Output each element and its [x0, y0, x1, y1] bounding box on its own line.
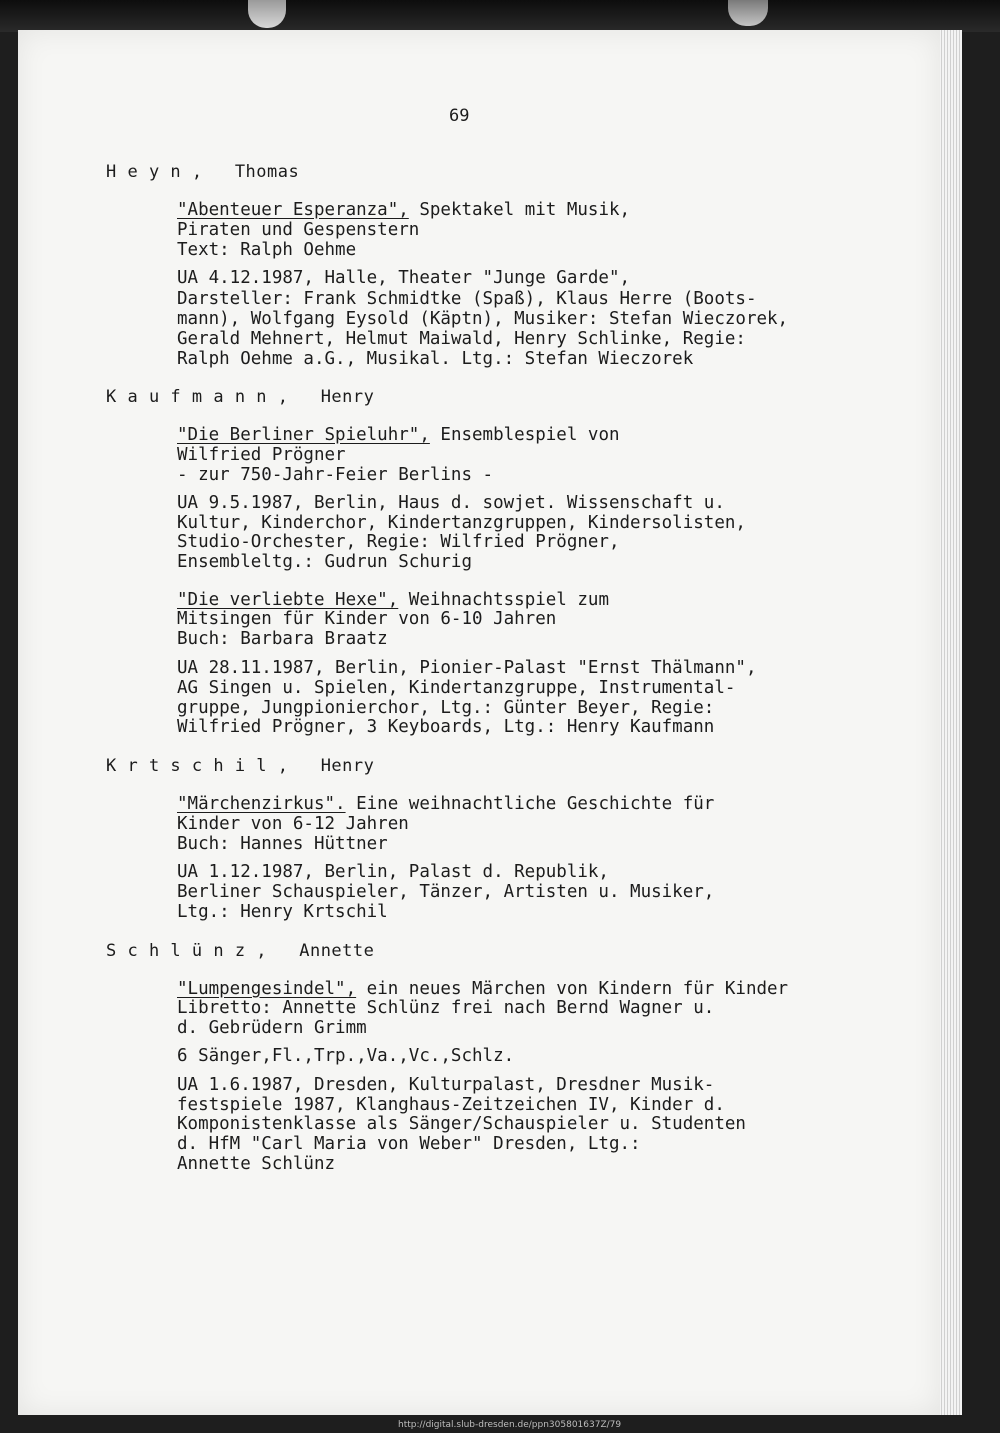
work-title: "Abenteuer Esperanza", — [177, 200, 409, 220]
text-line: Ltg.: Henry Krtschil — [177, 902, 388, 922]
text-line: UA 28.11.1987, Berlin, Pionier-Palast "Ernst Thälmann", — [177, 658, 757, 678]
text-line: Komponistenklasse als Sänger/Schauspieler u. Studenten — [177, 1114, 746, 1134]
text-line: Kultur, Kinderchor, Kindertanzgruppen, Kindersolisten, — [177, 513, 746, 533]
work-title: "Lumpengesindel", — [177, 979, 357, 999]
work-title-line: "Abenteuer Esperanza", Spektakel mit Musik, — [177, 200, 631, 220]
text-line: Mitsingen für Kinder von 6-10 Jahren — [177, 609, 557, 629]
text-line: Berliner Schauspieler, Tänzer, Artisten u. Musiker, — [177, 882, 715, 902]
text-line: d. Gebrüdern Grimm — [177, 1018, 367, 1038]
text-line: festspiele 1987, Klanghaus-Zeitzeichen IV, Kinder d. — [177, 1095, 725, 1115]
text-line: mann), Wolfgang Eysold (Käptn), Musiker: Stefan Wieczorek, — [177, 309, 789, 329]
text-line: Buch: Hannes Hüttner — [177, 834, 388, 854]
scanner-frame — [0, 0, 1000, 32]
source-url: http://digital.slub-dresden.de/ppn305801637Z/79 — [398, 1420, 622, 1430]
text-line: Wilfried Prögner, 3 Keyboards, Ltg.: Henry Kaufmann — [177, 717, 715, 737]
text-line: UA 4.12.1987, Halle, Theater "Junge Garde", — [177, 268, 631, 288]
text-line: Libretto: Annette Schlünz frei nach Bernd Wagner u. — [177, 998, 715, 1018]
text-line: Text: Ralph Oehme — [177, 240, 357, 260]
text-line: UA 1.12.1987, Berlin, Palast d. Republik, — [177, 862, 609, 882]
work-title: "Märchenzirkus". — [177, 794, 346, 814]
text-line: Piraten und Gespenstern — [177, 220, 420, 240]
text-line: Studio-Orchester, Regie: Wilfried Prögner, — [177, 532, 620, 552]
text-line: Gerald Mehnert, Helmut Maiwald, Henry Schlinke, Regie: — [177, 329, 746, 349]
text-line: gruppe, Jungpionierchor, Ltg.: Günter Beyer, Regie: — [177, 698, 715, 718]
text-line: Buch: Barbara Braatz — [177, 629, 388, 649]
work-title: "Die Berliner Spieluhr", — [177, 425, 430, 445]
work-title-line: "Lumpengesindel", ein neues Märchen von Kindern für Kinder — [177, 979, 789, 999]
text-line: 6 Sänger,Fl.,Trp.,Va.,Vc.,Schlz. — [177, 1046, 515, 1066]
work-title-line: "Die verliebte Hexe", Weihnachtsspiel zum — [177, 590, 609, 610]
work-title-line: "Märchenzirkus". Eine weihnachtliche Geschichte für — [177, 794, 715, 814]
text-line: d. HfM "Carl Maria von Weber" Dresden, Ltg.: — [177, 1134, 641, 1154]
page-number: 69 — [449, 106, 470, 126]
text-line: Darsteller: Frank Schmidtke (Spaß), Klaus Herre (Boots- — [177, 289, 757, 309]
text-line: - zur 750-Jahr-Feier Berlins - — [177, 465, 494, 485]
text-line: UA 9.5.1987, Berlin, Haus d. sowjet. Wissenschaft u. — [177, 493, 725, 513]
author-heading: K a u f m a n n , Henry — [106, 387, 375, 407]
text-line: UA 1.6.1987, Dresden, Kulturpalast, Dresdner Musik- — [177, 1075, 715, 1095]
text-line: Ralph Oehme a.G., Musikal. Ltg.: Stefan Wieczorek — [177, 349, 694, 369]
author-heading: K r t s c h i l , Henry — [106, 756, 375, 776]
text-line: Kinder von 6-12 Jahren — [177, 814, 409, 834]
work-title-line: "Die Berliner Spieluhr", Ensemblespiel von — [177, 425, 620, 445]
text-line: Wilfried Prögner — [177, 445, 346, 465]
text-line: Annette Schlünz — [177, 1154, 336, 1174]
text-line: AG Singen u. Spielen, Kindertanzgruppe, Instrumental- — [177, 678, 736, 698]
work-title: "Die verliebte Hexe", — [177, 590, 399, 610]
author-heading: S c h l ü n z , Annette — [106, 941, 375, 961]
text-line: Ensembleltg.: Gudrun Schurig — [177, 552, 473, 572]
author-heading: H e y n , Thomas — [106, 162, 300, 182]
